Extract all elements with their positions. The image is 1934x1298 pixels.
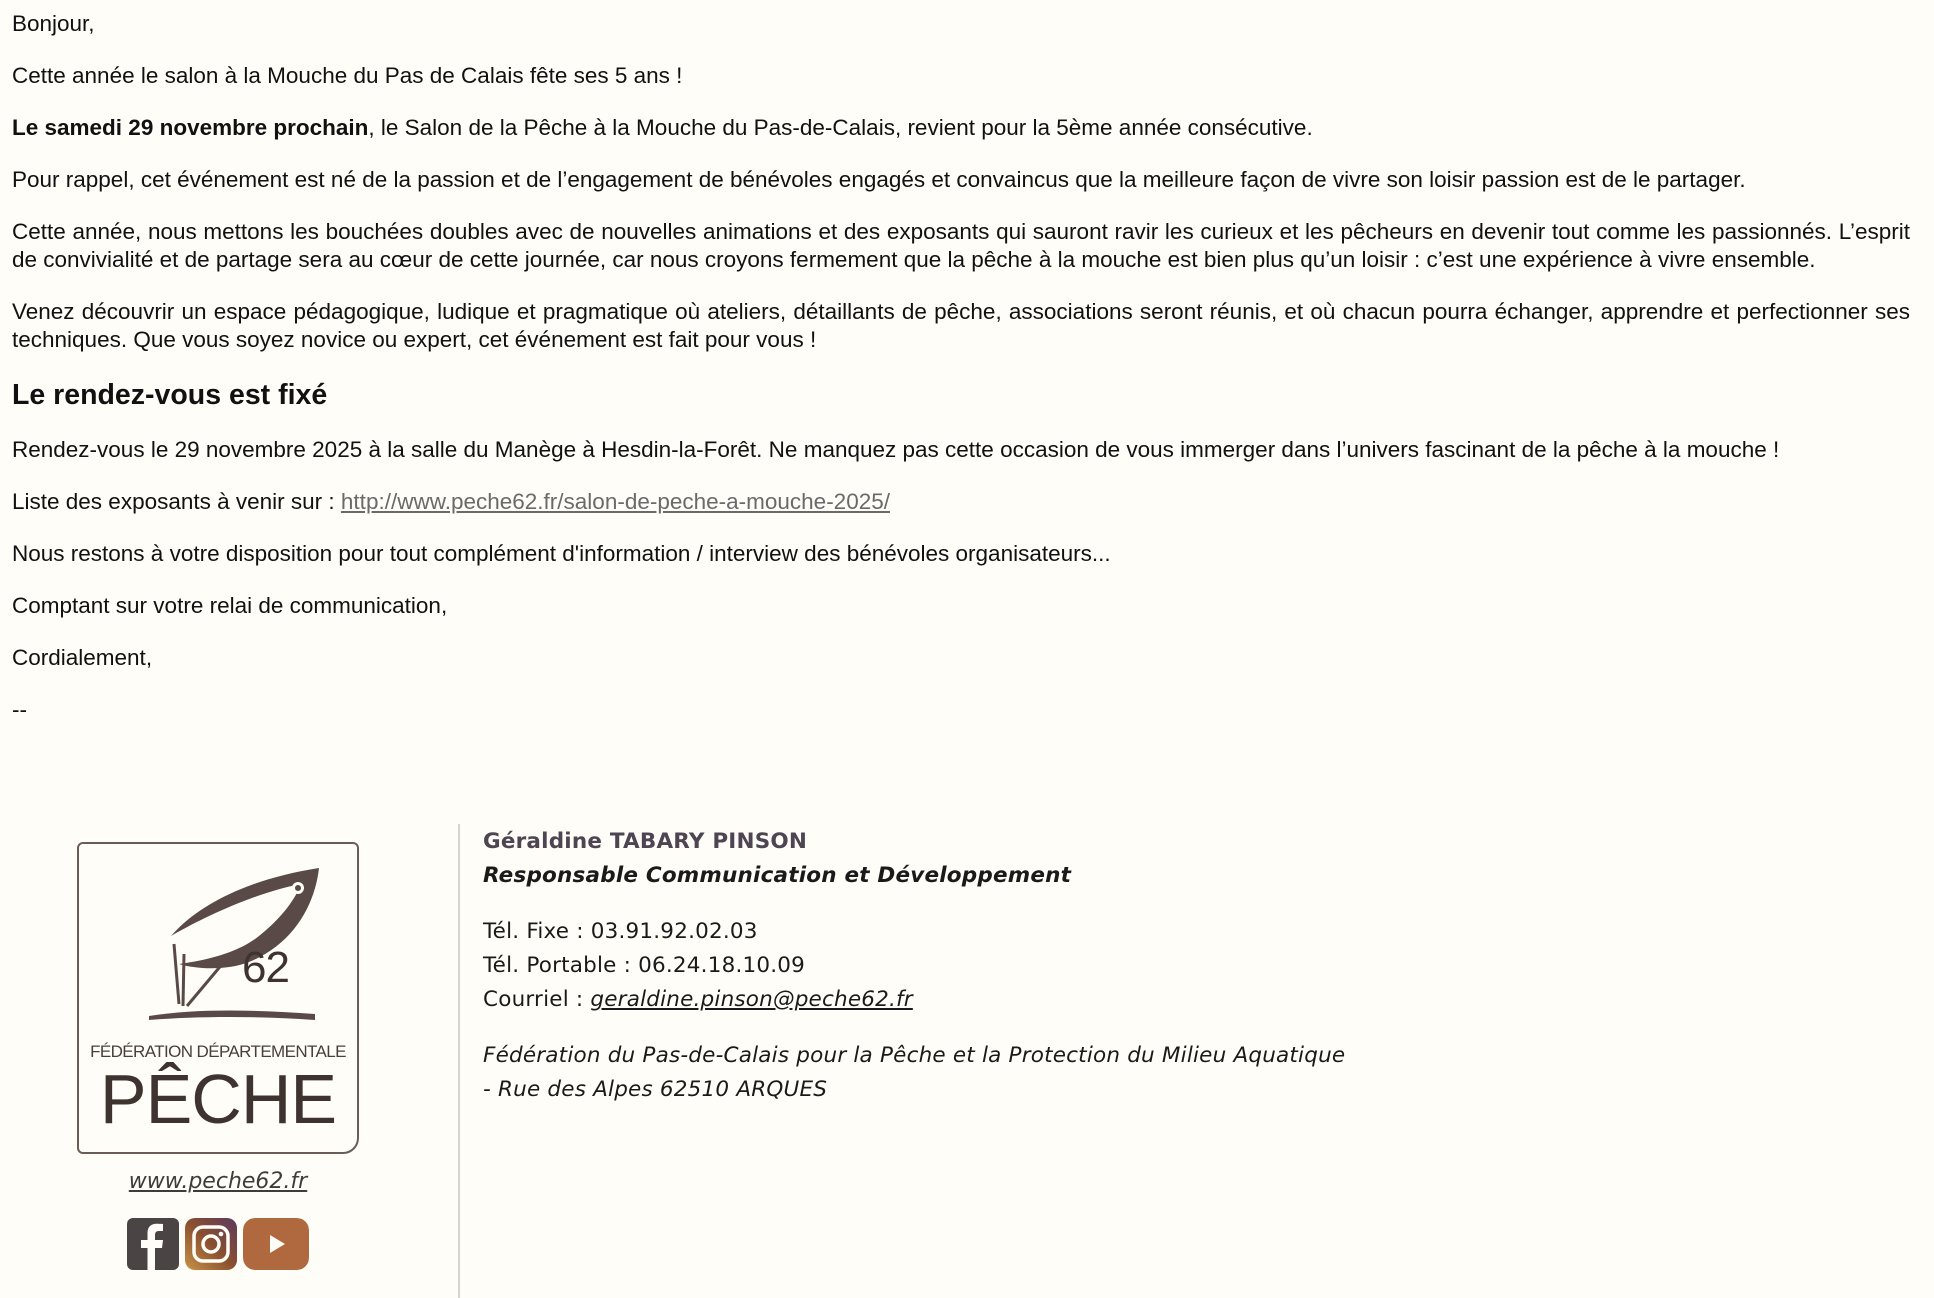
social-links	[70, 1218, 366, 1270]
signature-separator: --	[12, 697, 27, 722]
paragraph-date	[12, 114, 1910, 142]
paragraph-rendezvous: Rendez-vous le 29 novembre 2025 à la salle du Manège à Hesdin-la-Forêt. Ne manquez pas cette occasion de vous immerger dans l’univers fascinant de la pêche à la mouche !	[12, 437, 1780, 462]
paragraph-discover: Venez découvrir un espace pédagogique, ludique et pragmatique où ateliers, détaillants de pêche, associations seront réunis, et où chacun pourra échanger, apprendre et perfectionner ses techniques. Que vous soyez novice ou expert, cet événement est fait pour vous !	[12, 299, 1910, 352]
paragraph-exhibitors	[12, 488, 1910, 516]
sender-name: Géraldine TABARY PINSON	[483, 829, 808, 854]
signature-divider	[458, 824, 460, 1298]
logo-brand-text: PÊCHE	[99, 1060, 337, 1138]
facebook-icon[interactable]	[127, 1218, 179, 1270]
closing: Cordialement,	[12, 645, 153, 670]
signature-info	[483, 825, 1345, 1107]
youtube-icon[interactable]	[243, 1218, 309, 1270]
exhibitors-label: Liste des exposants à venir sur :	[12, 489, 341, 514]
paragraph-disposal: Nous restons à votre disposition pour tout complément d'information / interview des bénévoles organisateurs...	[12, 541, 1111, 566]
email-line	[483, 983, 1345, 1017]
email-link[interactable]: geraldine.pinson@peche62.fr	[590, 987, 913, 1012]
paragraph-reminder: Pour rappel, cet événement est né de la passion et de l’engagement de bénévoles engagés et convaincus que la meilleure façon de vivre son loisir passion est de le partager.	[12, 167, 1746, 192]
sender-role: Responsable Communication et Développement	[483, 863, 1072, 888]
instagram-icon[interactable]	[185, 1218, 237, 1270]
date-highlight: Le samedi 29 novembre prochain	[12, 115, 369, 140]
email-label: Courriel :	[483, 987, 591, 1012]
greeting: Bonjour,	[12, 11, 95, 36]
paragraph-relay: Comptant sur votre relai de communication,	[12, 593, 448, 618]
section-heading: Le rendez-vous est fixé	[12, 379, 328, 411]
logo-number: 62	[242, 943, 289, 992]
phone-mobile: Tél. Portable : 06.24.18.10.09	[483, 953, 806, 978]
organization-address: - Rue des Alpes 62510 ARQUES	[483, 1077, 828, 1102]
email-body	[12, 10, 1910, 748]
organization-name: Fédération du Pas-de-Calais pour la Pêche et la Protection du Milieu Aquatique	[483, 1043, 1346, 1068]
signature-logo-column	[70, 842, 366, 1270]
phone-fixed: Tél. Fixe : 03.91.92.02.03	[483, 919, 758, 944]
federation-logo	[77, 842, 359, 1154]
paragraph-this-year: Cette année, nous mettons les bouchées doubles avec de nouvelles animations et des exposants qui sauront ravir les curieux et les pêcheurs en devenir tout comme les passionnés. L’esprit de convivialité et de partage sera au cœur de cette journée, car nous croyons fermement que la pêche à la mouche est bien plus qu’un loisir : c’est une expérience à vivre ensemble.	[12, 219, 1910, 272]
date-rest: , le Salon de la Pêche à la Mouche du Pas-de-Calais, revient pour la 5ème année consécutive.	[368, 115, 1313, 140]
logo-federation-text: FÉDÉRATION DÉPARTEMENTALE	[90, 1042, 346, 1061]
website-link[interactable]: www.peche62.fr	[128, 1169, 308, 1194]
exhibitors-link[interactable]: http://www.peche62.fr/salon-de-peche-a-mouche-2025/	[340, 489, 890, 514]
paragraph-anniversary: Cette année le salon à la Mouche du Pas de Calais fête ses 5 ans !	[12, 63, 683, 88]
